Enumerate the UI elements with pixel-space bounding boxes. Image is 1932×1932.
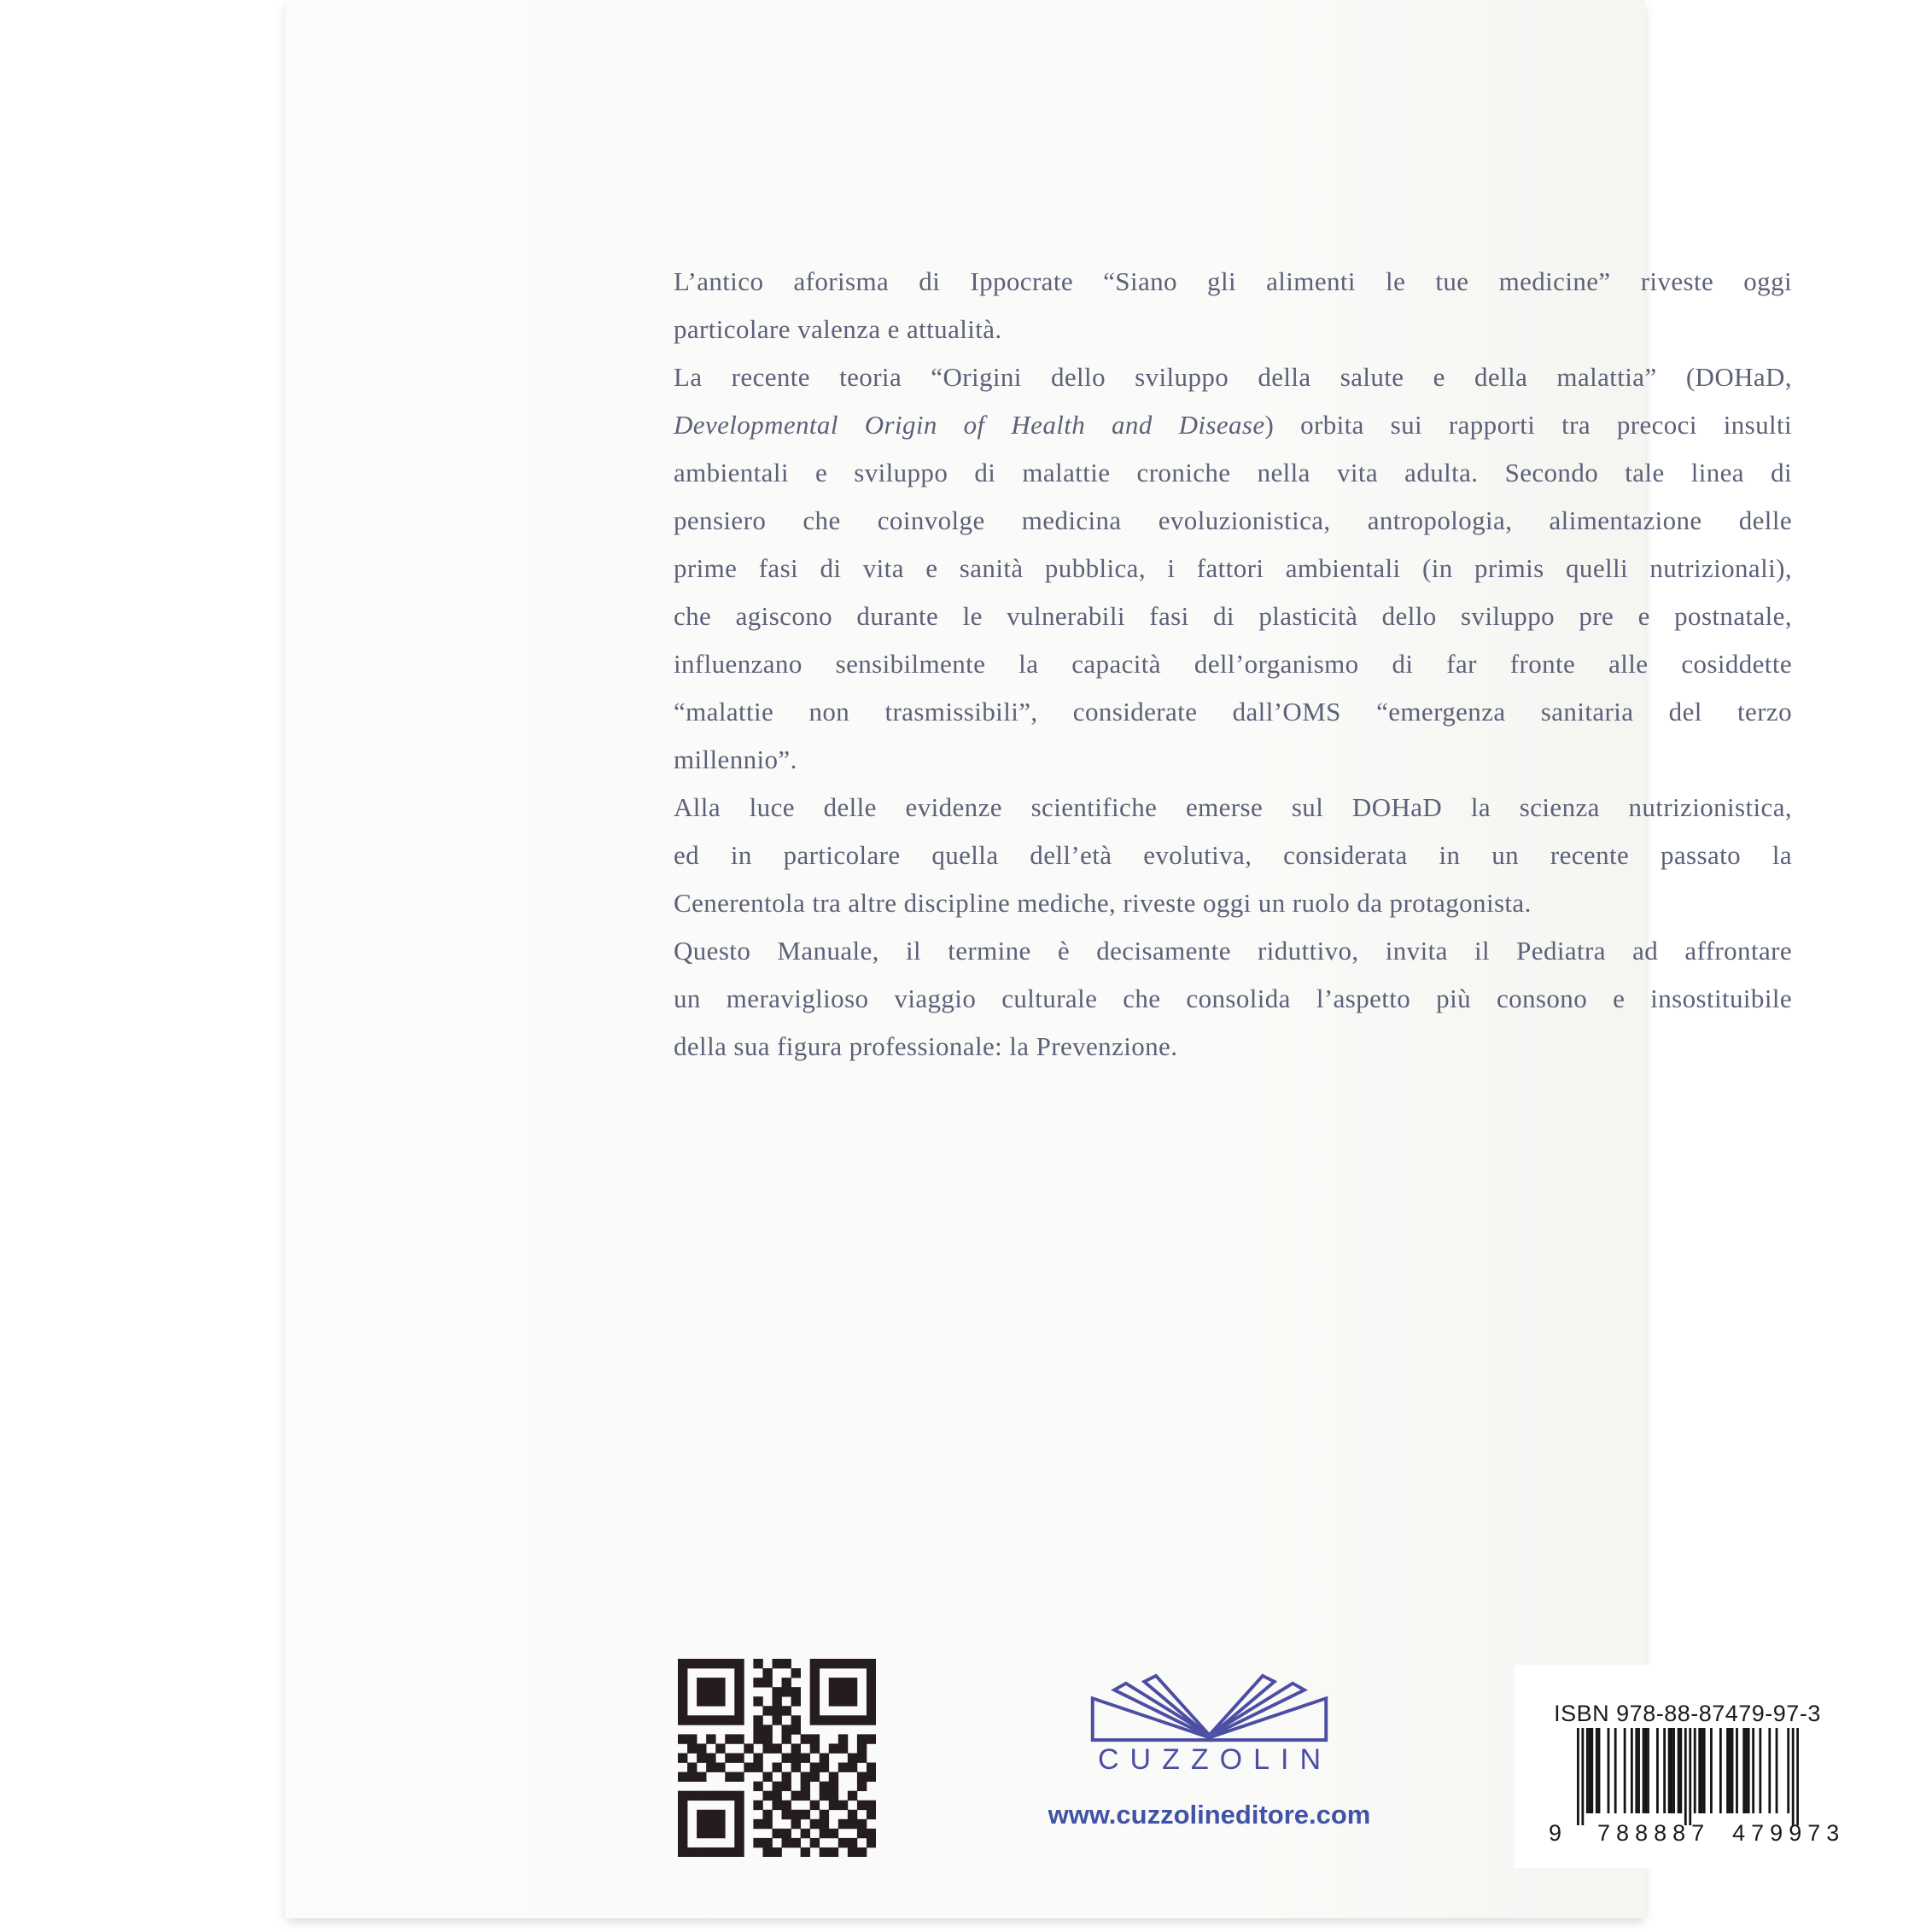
blurb-line (674, 258, 1792, 306)
barcode-digits (1549, 1820, 1846, 1847)
blurb-line (674, 353, 1792, 401)
blurb-segment: della sua figura professionale: la Prevenzione. (674, 1031, 1178, 1061)
blurb-line (674, 449, 1792, 497)
blurb-segment: un meraviglioso viaggio culturale che consolida l’aspetto più consono e insostituibile (674, 984, 1792, 1013)
blurb-segment: ) orbita sui rapporti tra precoci insulti (1264, 410, 1793, 440)
isbn-label (1515, 1665, 1860, 1868)
blurb-line (674, 640, 1792, 688)
blurb-line (674, 927, 1792, 975)
blurb-segment: Questo Manuale, il termine è decisamente riduttivo, invita il Pediatra ad affrontare (674, 936, 1792, 966)
blurb-line (674, 497, 1792, 545)
book-left-cover (1093, 1698, 1210, 1740)
barcode-digit-group: 788887 (1597, 1820, 1711, 1846)
blurb-segment: Cenerentola tra altre discipline mediche, riveste oggi un ruolo da protagonista. (674, 888, 1532, 918)
blurb-segment: prime fasi di vita e sanità pubblica, i fattori ambientali (in primis quelli nutrizionali), (674, 553, 1792, 583)
open-book-icon (1083, 1673, 1335, 1745)
blurb-line (674, 401, 1792, 449)
book-cover (285, 0, 1846, 1918)
blurb-segment: La recente teoria “Origini dello sviluppo della salute e della malattia” (DOHaD, (674, 362, 1792, 392)
blurb-segment: pensiero che coinvolge medicina evoluzionistica, antropologia, alimentazione delle (674, 505, 1792, 535)
blurb-segment: “malattie non trasmissibili”, considerate dall’OMS “emergenza sanitaria del terzo (674, 697, 1792, 727)
blurb-line (674, 879, 1792, 927)
blurb-line (674, 306, 1792, 353)
blurb-segment: particolare valenza e attualità. (674, 314, 1002, 344)
qr-code (678, 1659, 876, 1857)
blurb-segment: ambientali e sviluppo di malattie croniche nella vita adulta. Secondo tale linea di (674, 458, 1792, 487)
blurb-segment: che agiscono durante le vulnerabili fasi di plasticità dello sviluppo pre e postnatale, (674, 601, 1792, 631)
isbn-number: ISBN 978-88-87479-97-3 (1554, 1701, 1821, 1726)
blurb-segment: L’antico aforisma di Ippocrate “Siano gli alimenti le tue medicine” riveste oggi (674, 266, 1792, 296)
publisher-name: CUZZOLIN (1098, 1743, 1332, 1776)
blurb-segment: ed in particolare quella dell’età evolutiva, considerata in un recente passato la (674, 840, 1792, 870)
blurb-italic-segment: Developmental Origin of Health and Disease (674, 410, 1265, 440)
blurb-text (674, 258, 1792, 1071)
book-right-cover (1210, 1698, 1327, 1740)
blurb-segment: influenzano sensibilmente la capacità dell’organismo di far fronte alle cosiddette (674, 649, 1792, 679)
blurb-segment: Alla luce delle evidenze scientifiche emerse sul DOHaD la scienza nutrizionistica, (674, 792, 1792, 822)
blurb-line (674, 784, 1792, 832)
publisher-website: www.cuzzolineditore.com (1048, 1800, 1371, 1830)
blurb-line (674, 688, 1792, 736)
blurb-segment: millennio”. (674, 744, 797, 774)
ean13-barcode (1577, 1728, 1799, 1825)
blurb-line (674, 832, 1792, 879)
blurb-line (674, 545, 1792, 592)
barcode-digit-group: 9 (1549, 1820, 1562, 1846)
blurb-line (674, 1023, 1792, 1071)
blurb-line (674, 736, 1792, 784)
barcode-digit-group: 479973 (1732, 1820, 1846, 1846)
blurb-line (674, 592, 1792, 640)
blurb-line (674, 975, 1792, 1023)
